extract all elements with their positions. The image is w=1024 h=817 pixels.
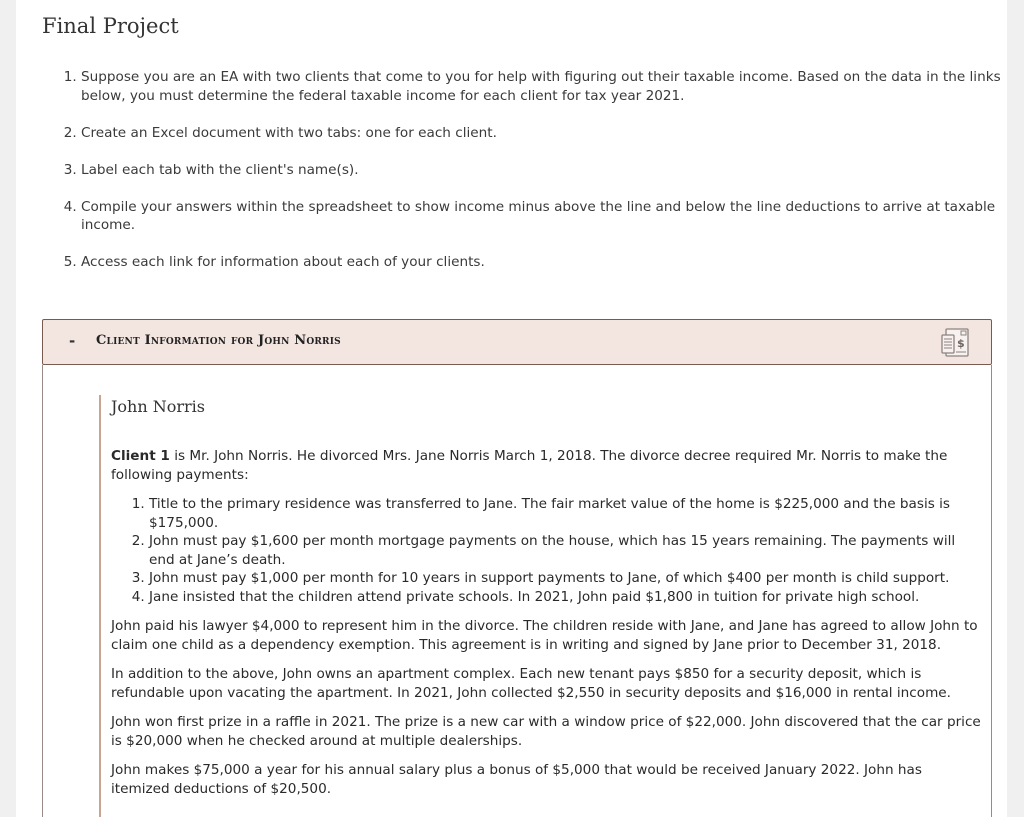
payment-item: 1. Title to the primary residence was transferred to Jane. The fair market value of the home is $225,000 and the basis is $175,000. <box>149 495 981 532</box>
apartment-paragraph: In addition to the above, John owns an apartment complex. Each new tenant pays $850 for a security deposit, which is refundable upon vacating the apartment. In 2021, John collected $2,550 in security deposits and $16,000 in rental income. <box>111 666 951 701</box>
payment-item: 4. Jane insisted that the children attend private schools. In 2021, John paid $1,800 in tuition for private high school. <box>149 588 981 607</box>
instruction-item: 5. Access each link for information about each of your clients. <box>81 253 1007 272</box>
money-document-icon <box>939 326 973 364</box>
client-panel-header[interactable] <box>42 319 992 365</box>
client-info-block <box>99 395 981 817</box>
payments-list <box>111 495 981 606</box>
collapse-toggle[interactable]: - <box>69 332 76 350</box>
client-details <box>111 447 981 809</box>
page-title: Final Project <box>42 14 179 38</box>
client-panel-body <box>42 365 992 817</box>
svg-text:$: $ <box>957 337 965 350</box>
instruction-item: 3. Label each tab with the client's name(s). <box>81 161 1007 180</box>
instructions-list <box>48 68 1007 290</box>
raffle-paragraph: John won first prize in a raffle in 2021. The prize is a new car with a window price of $22,000. John discovered that the car price is $20,000 when he checked around at multiple dealerships. <box>111 714 981 749</box>
instruction-item: 2. Create an Excel document with two tabs: one for each client. <box>81 124 1007 143</box>
page-container <box>16 0 1007 817</box>
panel-title[interactable]: Client Information for John Norris <box>96 333 341 348</box>
payment-item: 2. John must pay $1,600 per month mortgage payments on the house, which has 15 years remaining. The payments will end at Jane’s death. <box>149 532 981 569</box>
instruction-item: 1. Suppose you are an EA with two clients that come to you for help with figuring out their taxable income. Based on the data in the links below, you must determine the federal taxable income for each client for tax year 2021. <box>81 68 1007 105</box>
intro-paragraph <box>111 447 981 484</box>
client-label: Client 1 <box>111 448 170 464</box>
intro-text: is Mr. John Norris. He divorced Mrs. Jane Norris March 1, 2018. The divorce decree required Mr. Norris to make the following payments: <box>111 448 948 483</box>
payment-item: 3. John must pay $1,000 per month for 10 years in support payments to Jane, of which $400 per month is child support. <box>149 569 981 588</box>
lawyer-paragraph: John paid his lawyer $4,000 to represent him in the divorce. The children reside with Jane, and Jane has agreed to allow John to claim one child as a dependency exemption. This agreement is in writing and signed by Jane prior to December 31, 2018. <box>111 618 978 653</box>
client-name-heading: John Norris <box>111 397 205 416</box>
salary-paragraph: John makes $75,000 a year for his annual salary plus a bonus of $5,000 that would be received January 2022. John has itemized deductions of $20,500. <box>111 762 922 797</box>
instruction-item: 4. Compile your answers within the spreadsheet to show income minus above the line and below the line deductions to arrive at taxable income. <box>81 198 1007 235</box>
